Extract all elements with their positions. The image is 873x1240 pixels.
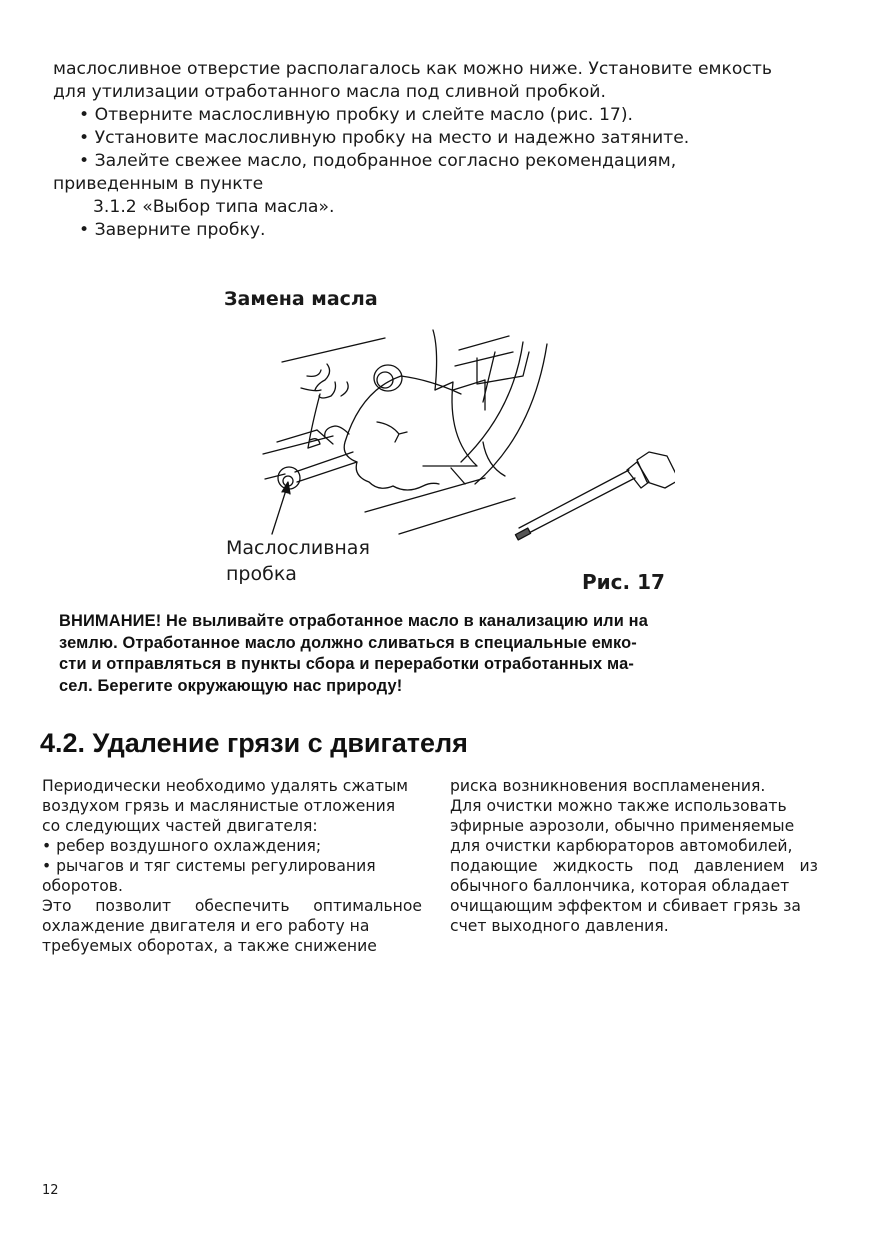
- word: жидкость: [552, 857, 634, 875]
- bullet-item: • Установите маслосливную пробку на место и надежно затяните.: [79, 128, 690, 148]
- bullet-item: • Заверните пробку.: [79, 220, 266, 240]
- bullet-item: • ребер воздушного охлаждения;: [42, 837, 322, 855]
- bullet-item: • Отверните маслосливную пробку и слейте масло (рис. 17).: [79, 105, 633, 125]
- paragraph-line: эфирные аэрозоли, обычно применяемые: [450, 817, 795, 835]
- sleeve-outline: [475, 344, 547, 484]
- paragraph-line: Периодически необходимо удалять сжатым: [42, 777, 409, 795]
- hand-knuckle: [377, 422, 407, 442]
- bullet-continuation: приведенным в пункте: [53, 174, 264, 194]
- engine-base: [399, 498, 515, 534]
- paragraph-line: обычного баллончика, которая обладает: [450, 877, 790, 895]
- paragraph-line: требуемых оборотах, а также снижение: [42, 937, 377, 955]
- sleeve-outline: [433, 330, 437, 390]
- engine-outline: [282, 338, 385, 362]
- dipstick-rod: [523, 478, 635, 536]
- sleeve-outline: [453, 380, 485, 410]
- engine-outline: [265, 474, 285, 479]
- engine-fin: [307, 370, 321, 376]
- hand-outline: [344, 376, 439, 490]
- paragraph-line: для очистки карбюраторов автомобилей,: [450, 837, 793, 855]
- plug-head: [637, 452, 675, 488]
- oil-change-illustration: [255, 322, 675, 552]
- section-heading: 4.2. Удаление грязи с двигателя: [40, 728, 468, 758]
- word: давлением: [693, 857, 785, 875]
- right-column: [450, 776, 818, 936]
- word: из: [799, 857, 818, 875]
- justified-line: [42, 896, 422, 916]
- intro-line: маслосливное отверстие располагалось как можно ниже. Установите емкость: [53, 59, 772, 79]
- bullet-item: • Залейте свежее масло, подобранное согласно рекомендациям,: [79, 151, 677, 171]
- warning-line: сел. Берегите окружающую нас природу!: [59, 676, 403, 695]
- figure-title: Замена масла: [224, 288, 378, 310]
- sleeve-outline: [459, 336, 509, 350]
- thumb-outline: [325, 426, 349, 438]
- figure-number: Рис. 17: [582, 570, 665, 594]
- justified-line: [450, 856, 818, 876]
- callout-label: [226, 535, 370, 587]
- engine-base: [451, 468, 465, 484]
- word: оптимальное: [313, 897, 422, 915]
- bullet-item: • рычагов и тяг системы регулирования: [42, 857, 376, 875]
- word: позволит: [95, 897, 172, 915]
- paragraph-line: счет выходного давления.: [450, 917, 669, 935]
- paragraph-line: очищающим эффектом и сбивает грязь за: [450, 897, 801, 915]
- dipstick-tip: [515, 528, 530, 540]
- callout-line: Маслосливная: [226, 537, 370, 559]
- word: обеспечить: [194, 897, 290, 915]
- paragraph-line: Для очистки можно также использовать: [450, 797, 787, 815]
- engine-fin: [315, 364, 330, 390]
- engine-fin: [301, 388, 321, 391]
- callout-arrow: [272, 487, 287, 534]
- intro-text: [53, 58, 833, 242]
- word: под: [648, 857, 679, 875]
- paragraph-line: риска возникновения воспламенения.: [450, 777, 766, 795]
- warning-line: землю. Отработанное масло должно сливаться в специальные емко-: [59, 633, 637, 652]
- word: Это: [42, 897, 72, 915]
- paragraph-line: оборотов.: [42, 877, 123, 895]
- word: подающие: [450, 857, 538, 875]
- sleeve-outline: [461, 342, 523, 462]
- paragraph-line: охлаждение двигателя и его работу на: [42, 917, 370, 935]
- engine-base: [365, 478, 485, 512]
- left-column: [42, 776, 422, 956]
- sleeve-outline: [477, 352, 529, 384]
- sleeve-outline: [455, 352, 513, 366]
- plug-thread: [627, 462, 649, 488]
- sleeve-fold: [483, 442, 505, 476]
- engine-fin: [341, 382, 348, 396]
- sleeve-outline: [483, 352, 495, 402]
- wrench-handle: [295, 452, 353, 472]
- page-number: 12: [42, 1183, 59, 1198]
- dipstick-rod: [519, 470, 629, 528]
- engine-outline: [263, 436, 333, 454]
- warning-block: [59, 611, 779, 697]
- callout-line: пробка: [226, 563, 297, 585]
- section-reference: 3.1.2 «Выбор типа масла».: [93, 197, 335, 217]
- paragraph-line: со следующих частей двигателя:: [42, 817, 318, 835]
- wrench-handle: [297, 462, 357, 482]
- paragraph-line: воздухом грязь и маслянистые отложения: [42, 797, 396, 815]
- intro-line: для утилизации отработанного масла под сливной пробкой.: [53, 82, 606, 102]
- warning-line: ВНИМАНИЕ! Не выливайте отработанное масло в канализацию или на: [59, 612, 648, 630]
- warning-line: сти и отправляться в пункты сбора и переработки отработанных ма-: [59, 655, 634, 673]
